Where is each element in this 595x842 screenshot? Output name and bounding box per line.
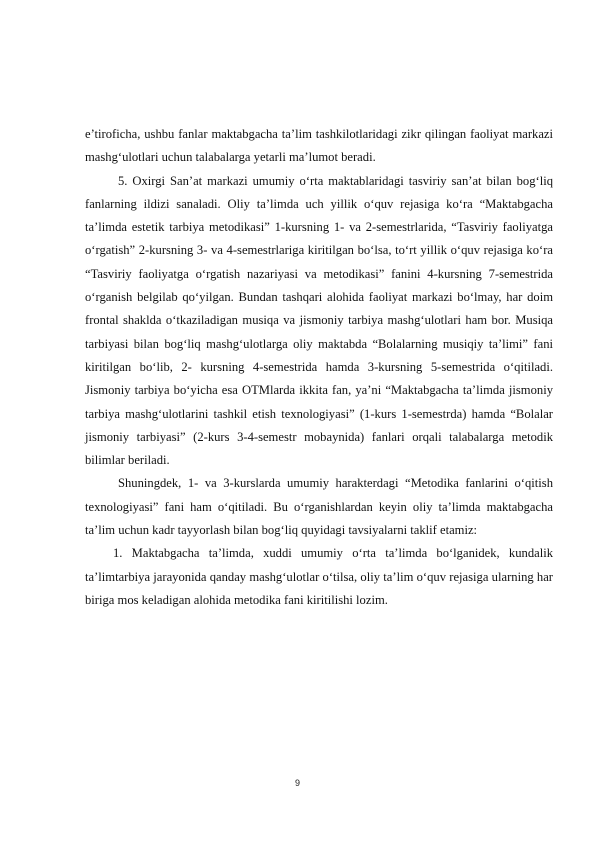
paragraph-art-center: 5. Oxirgi San’at markazi umumiy o‘rta maktablaridagi tasviriy san’at bilan bog‘liq fanlarning ildizi sanaladi. Oliy ta’limda uch yillik o‘quv rejasiga ko‘ra “Maktabgacha ta’limda estetik tarbiya metodikasi” 1-kursning 1- va 2-semestrlarida, “Tasviriy faoliyatga o‘rgatish” 2-kursning 3- va 4-semestrlariga kiritilgan bo‘lsa, to‘rt yillik o‘quv rejasiga ko‘ra “Tasviriy faoliyatga o‘rgatish nazariyasi va metodikasi” fanini 4-kursning 7-semestrida o‘rganish belgilab qo‘yilgan. Bundan tashqari alohida faoliyat markazi bo‘lmay, har doim frontal shaklda o‘tkaziladigan musiqa va jismoniy tarbiya mashg‘ulotlari ham bor. Musiqa tarbiyasi bilan bog‘liq mashg‘ulotlarga oliy maktabda “Bolalarning musiqiy ta’limi” fani kiritilgan bo‘lib, 2- kursning 4-semestrida hamda 3-kursning 5-semestrida o‘qitiladi. Jismoniy tarbiya bo‘yicha esa OTMlarda ikkita fan, ya’ni “Maktabgacha ta’limda jismoniy tarbiya mashg‘ulotlarini tashkil etish texnologiyasi” (1-kurs 1-semestrda) hamda “Bolalar jismoniy tarbiyasi” (2-kurs 3-4-semestr mobaynida) fanlari orqali talabalarga metodik bilimlar beriladi.	[85, 173, 553, 468]
paragraph-continuation: e’tirofiсha, ushbu fanlar maktabgacha ta’lim tashkilotlaridagi zikr qilingan faoliyat markazi mashg‘ulotlari uchun talabalarga yetarli ma’lumot beradi.	[85, 127, 553, 165]
paragraph-recommendations-intro: Shuningdek, 1- va 3-kurslarda umumiy harakterdagi “Metodika fanlarini o‘qitish texnologiyasi” fani ham o‘qitiladi. Bu o‘rganishlardan keyin oliy ta’limda maktabgacha ta’lim uchun kadr tayyorlash bilan bog‘liq quyidagi tavsiyalarni taklif etamiz:	[85, 476, 553, 538]
page-number: 9	[294, 778, 300, 788]
paragraph-recommendation-1: 1. Maktabgacha ta’limda, xuddi umumiy o‘rta ta’limda bo‘lganidek, kundalik ta’limtarbiya jarayonida qanday mashg‘ulotlar o‘tilsa, oliy ta’lim o‘quv rejasiga ularning har biriga mos keladigan alohida metodika fani kiritilishi lozim.	[85, 546, 553, 607]
body-text	[85, 123, 553, 612]
